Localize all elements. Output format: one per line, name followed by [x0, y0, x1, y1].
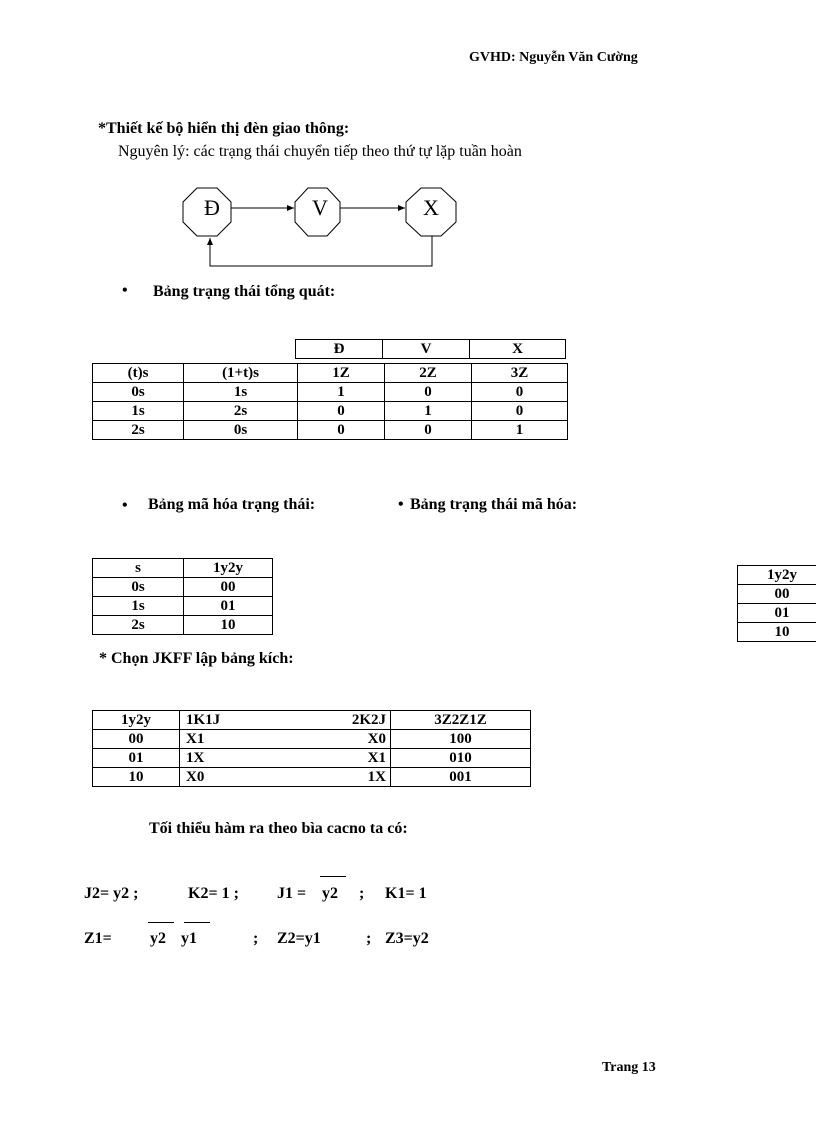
table-cell: 01	[738, 604, 816, 623]
eq2-z3: Z3=y2	[385, 930, 429, 947]
column-header: 3Z	[472, 364, 568, 383]
eq1-j1-var: y2	[322, 885, 338, 902]
table-header-row	[93, 364, 568, 383]
general-state-heading: Bảng trạng thái tổng quát:	[153, 283, 336, 300]
table-cell: 2s	[93, 421, 184, 440]
encoded-state-heading: Bảng trạng thái mã hóa:	[410, 496, 578, 513]
eq1-overline	[320, 876, 346, 877]
eq2-overline-y2	[148, 922, 174, 923]
jkff-heading: * Chọn JKFF lập bảng kích:	[99, 650, 294, 667]
table-cell: 10	[93, 768, 180, 787]
table-cell: X0	[180, 768, 287, 787]
principle-text: Nguyên lý: các trạng thái chuyển tiếp theo thứ tự lặp tuần hoàn	[118, 143, 522, 160]
table-cell: 00	[93, 730, 180, 749]
table-cell: 0	[385, 421, 472, 440]
eq2-z2: Z2=y1	[277, 930, 321, 947]
table-cell: 1	[385, 402, 472, 421]
table-row	[93, 749, 531, 768]
eq1-k2: K2= 1 ;	[188, 885, 239, 902]
table-cell: 2s	[184, 402, 298, 421]
table-cell: 100	[391, 730, 531, 749]
column-header: (t)s	[93, 364, 184, 383]
table-cell: 1s	[184, 383, 298, 402]
table-cell: X1	[180, 730, 287, 749]
table-cell: 00	[184, 578, 273, 597]
table-cell: 0	[298, 421, 385, 440]
group-header-v: V	[383, 340, 470, 359]
table-header-row	[93, 711, 531, 730]
column-header: 1y2y	[738, 566, 816, 585]
table-cell: 0	[298, 402, 385, 421]
table-row	[93, 616, 273, 635]
state-label-d: Đ	[204, 195, 220, 220]
table-row	[93, 578, 273, 597]
jkff-excitation-table	[92, 710, 531, 787]
table-header-row	[93, 559, 273, 578]
eq2-y2-var: y2	[150, 930, 166, 947]
minimize-heading: Tối thiểu hàm ra theo bìa cacno ta có:	[149, 820, 408, 837]
table-cell: 00	[738, 585, 816, 604]
table-row	[93, 383, 568, 402]
column-header: 1Z	[298, 364, 385, 383]
eq1-j1: J1 =	[277, 885, 307, 902]
table-cell: 10	[738, 623, 816, 642]
encoding-heading: Bảng mã hóa trạng thái:	[148, 496, 316, 513]
state-label-v: V	[312, 195, 328, 220]
table-cell: 001	[391, 768, 531, 787]
table-cell: 0s	[93, 383, 184, 402]
encoding-bullet: •	[122, 497, 128, 514]
table-cell: 1X	[286, 768, 391, 787]
eq2-y1-var: y1	[181, 930, 197, 947]
table-cell: X0	[286, 730, 391, 749]
encoded-state-bullet: •	[398, 496, 404, 513]
column-header: (1+t)s	[184, 364, 298, 383]
group-header-x: X	[470, 340, 566, 359]
table-cell: 10	[184, 616, 273, 635]
table-cell: X1	[286, 749, 391, 768]
eq2-overline-y1	[184, 922, 210, 923]
column-header: 1y2y	[93, 711, 180, 730]
table-cell: 010	[391, 749, 531, 768]
eq2-sep1: ;	[253, 930, 259, 947]
table-cell: 0	[385, 383, 472, 402]
table-row	[93, 730, 531, 749]
table-cell: 1	[298, 383, 385, 402]
table-cell: 1	[472, 421, 568, 440]
eq1-k1: K1= 1	[385, 885, 427, 902]
table-row	[93, 421, 568, 440]
eq1-sep: ;	[359, 885, 365, 902]
table-cell: 0	[472, 383, 568, 402]
state-label-x: X	[423, 195, 439, 220]
encoding-table	[92, 558, 273, 635]
general-state-table	[92, 363, 568, 440]
column-header: s	[93, 559, 184, 578]
column-header: 3Z2Z1Z	[391, 711, 531, 730]
general-state-bullet: •	[122, 282, 128, 299]
column-header: 2Z	[385, 364, 472, 383]
eq2-sep2: ;	[366, 930, 372, 947]
column-header: 2K2J	[286, 711, 391, 730]
table-cell: 1s	[93, 597, 184, 616]
table-cell: 0s	[184, 421, 298, 440]
table-cell: 1s	[93, 402, 184, 421]
table-cell: 01	[93, 749, 180, 768]
section-title: *Thiết kế bộ hiển thị đèn giao thông:	[98, 120, 350, 137]
arrow-x-to-d	[210, 236, 432, 266]
column-header: 1K1J	[180, 711, 287, 730]
eq1-j2: J2= y2 ;	[84, 885, 139, 902]
table-cell: 01	[184, 597, 273, 616]
general-state-group-header	[295, 339, 566, 359]
column-header: 1y2y	[184, 559, 273, 578]
table-row	[93, 402, 568, 421]
table-row	[93, 597, 273, 616]
table-row	[93, 768, 531, 787]
table-cell: 2s	[93, 616, 184, 635]
table-cell: 0	[472, 402, 568, 421]
table-cell: 0s	[93, 578, 184, 597]
encoded-state-side-table	[737, 565, 816, 642]
table-cell: 1X	[180, 749, 287, 768]
page-number: Trang 13	[602, 1060, 656, 1075]
group-header-d: Đ	[296, 340, 383, 359]
instructor-header: GVHD: Nguyễn Văn Cường	[469, 50, 638, 65]
eq2-z1: Z1=	[84, 930, 112, 947]
